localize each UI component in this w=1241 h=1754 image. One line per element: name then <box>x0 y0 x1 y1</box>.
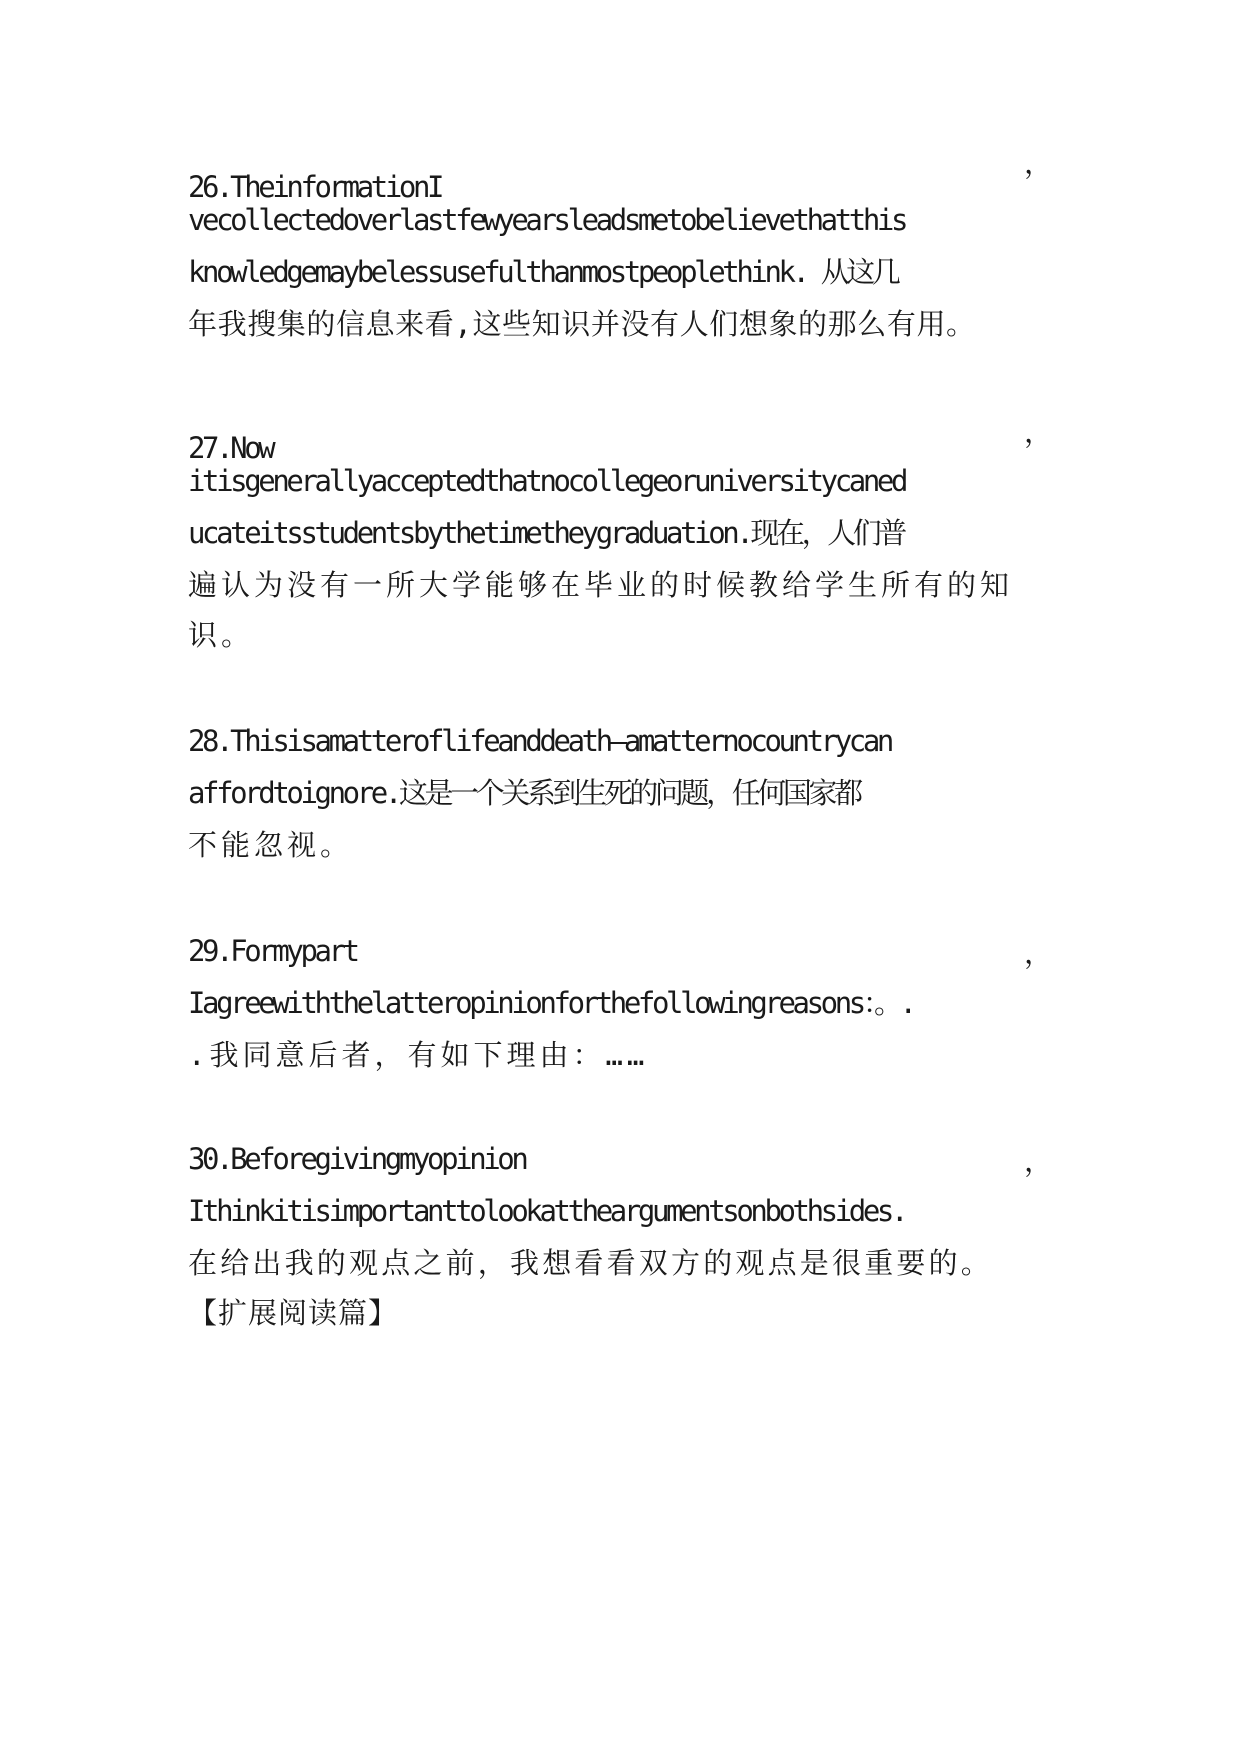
trailing-comma: ， <box>1024 936 1054 970</box>
item-number-line: 26.TheinformationI <box>188 170 442 204</box>
trailing-comma: ， <box>1024 146 1054 180</box>
sentence-line: 不能忽视。 <box>188 828 354 862</box>
sentence-line: 年我搜集的信息来看,这些知识并没有人们想象的那么有用。 <box>188 307 976 341</box>
sentence-line: .我同意后者，有如下理由：…… <box>188 1038 649 1072</box>
item-number-line: 30.Beforegivingmyopinion <box>188 1142 526 1176</box>
sentence-line: affordtoignore.这是一个关系到生死的问题，任何国家都 <box>188 776 860 810</box>
item-number-line: 27.Now <box>188 431 273 465</box>
sentence-line: 遍认为没有一所大学能够在毕业的时候教给学生所有的知 <box>188 568 1014 602</box>
sentence-line: 识。 <box>188 618 255 652</box>
sentence-line: vecollectedoverlastfewyearsleadsmetobelievethatthis <box>188 203 906 237</box>
sentence-line: ucateitsstudentsbythetimetheygraduation.现在，人们普 <box>188 516 904 550</box>
item-number-line: 28.Thisisamatteroflifeanddeath—amatternocountrycan <box>188 724 891 758</box>
trailing-comma: ， <box>1024 1144 1054 1178</box>
sentence-line: Ithinkitisimportanttolookattheargumentsonbothsides. <box>188 1194 906 1228</box>
item-number-line: 29.Formypart <box>188 934 357 968</box>
sentence-line: Iagreewiththelatteropinionforthefollowingreasons：。. <box>188 986 914 1020</box>
sentence-line: itisgenerallyacceptedthatnocollegeoruniversitycaned <box>188 464 906 498</box>
sentence-line: 在给出我的观点之前，我想看看双方的观点是很重要的。 <box>188 1246 994 1280</box>
sentence-line: knowledgemaybelessusefulthanmostpeoplethink. 从这几 <box>188 255 898 289</box>
section-heading: 【扩展阅读篇】 <box>188 1296 399 1330</box>
trailing-comma: ， <box>1024 415 1054 449</box>
